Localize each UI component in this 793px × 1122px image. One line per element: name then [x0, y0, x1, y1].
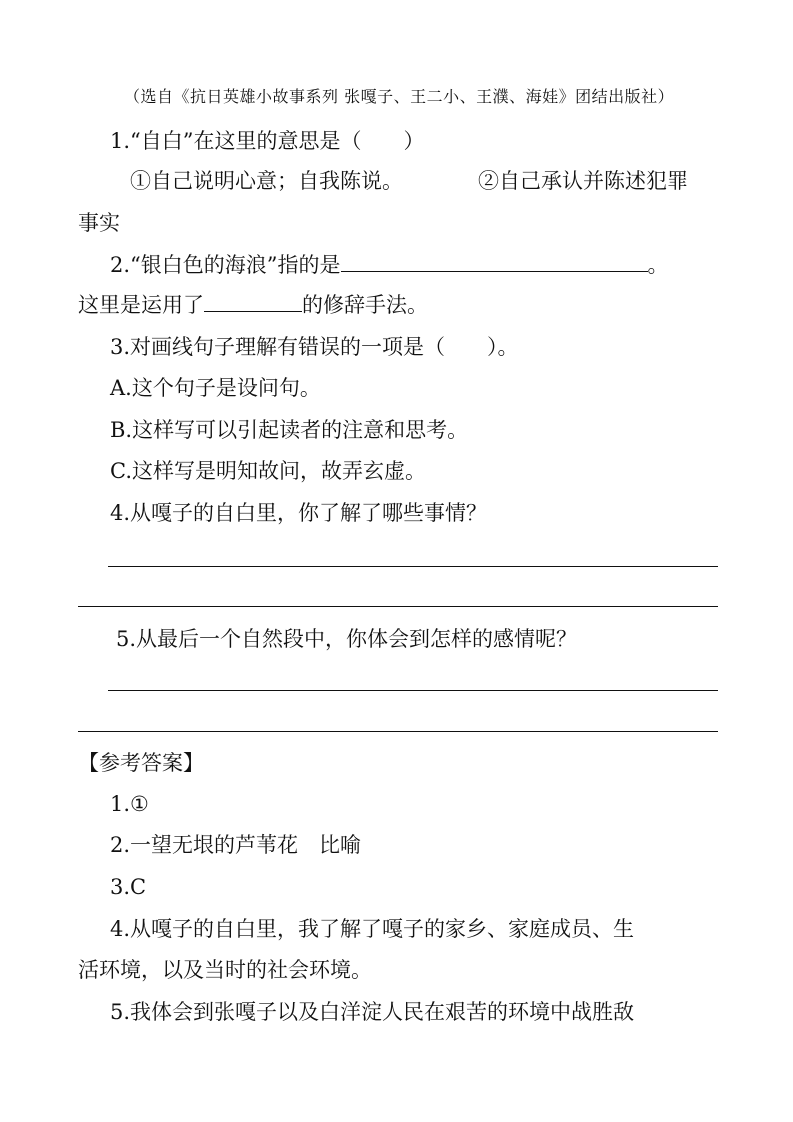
question-4-stem: 4.从嘎子的自白里，你了解了哪些事情？: [110, 501, 488, 525]
answer-line-5a[interactable]: [108, 690, 718, 691]
question-1-option-2: ②自己承认并陈述犯罪: [478, 169, 688, 193]
answer-blank-2[interactable]: [204, 291, 302, 312]
question-3-stem: 3.对画线句子理解有错误的一项是（ ）。: [110, 335, 519, 359]
question-1-option-2-continued: 事实: [78, 211, 120, 235]
answer-line-5b[interactable]: [78, 731, 718, 732]
question-2-stem: 2.“银白色的海浪”指的是: [110, 253, 341, 277]
answer-line-4b[interactable]: [78, 606, 718, 607]
answer-5-line-1: 5.我体会到张嘎子以及白洋淀人民在艰苦的环境中战胜敌: [110, 1000, 635, 1024]
question-3-option-b: B.这样写可以引起读者的注意和思考。: [110, 418, 469, 442]
question-2-line-1: [110, 250, 669, 280]
question-1-stem: 1.“自白”在这里的意思是（ ）: [110, 129, 425, 153]
answer-2: 2.一望无垠的芦苇花 比喻: [110, 833, 362, 857]
answer-4-line-2: 活环境，以及当时的社会环境。: [78, 958, 372, 982]
source-citation: （选自《抗日英雄小故事系列 张嘎子、王二小、王濮、海娃》团结出版社）: [124, 87, 675, 106]
answer-1: 1.①: [110, 792, 149, 816]
question-2-line-2-start: 这里是运用了: [78, 293, 204, 317]
question-1-option-1: ①自己说明心意；自我陈说。: [130, 169, 403, 193]
answers-header: 【参考答案】: [78, 751, 204, 775]
question-3-option-c: C.这样写是明知故问，故弄玄虚。: [110, 459, 426, 483]
answer-3: 3.C: [110, 875, 147, 899]
answer-blank-1[interactable]: [341, 251, 648, 272]
question-5-stem: 5.从最后一个自然段中，你体会到怎样的感情呢？: [116, 627, 578, 651]
question-3-option-a: A.这个句子是设问句。: [110, 376, 321, 400]
question-2-line-2-end: 的修辞手法。: [302, 293, 428, 317]
answer-4-line-1: 4.从嘎子的自白里，我了解了嘎子的家乡、家庭成员、生: [110, 917, 635, 941]
question-2-line-2: [78, 290, 428, 320]
question-2-end: 。: [647, 253, 669, 277]
answer-line-4a[interactable]: [108, 566, 718, 567]
